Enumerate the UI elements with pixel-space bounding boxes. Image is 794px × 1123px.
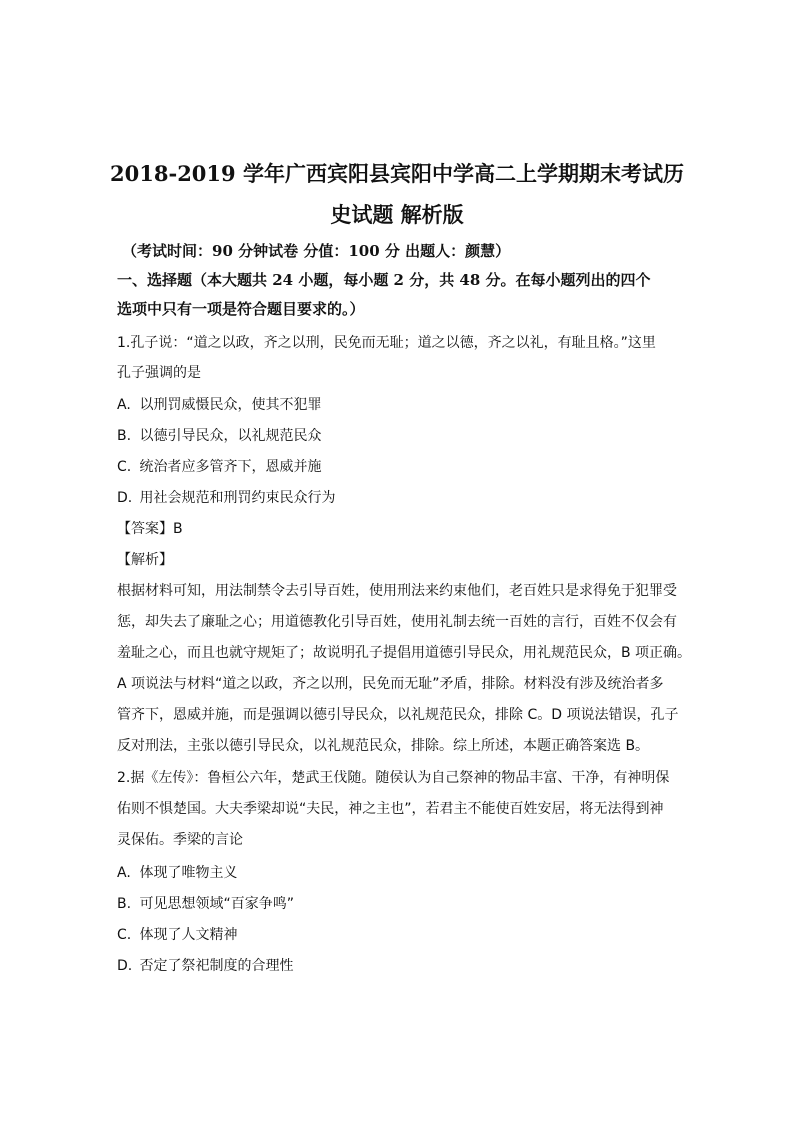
question-2-option-a — [117, 862, 237, 882]
option-letter: D. — [117, 958, 133, 974]
question-2-option-d — [117, 955, 293, 975]
question-1-option-b — [117, 425, 321, 445]
question-2-stem-line2: 佑则不惧楚国。大夫季梁却说“夫民，神之主也”，若君主不能使百姓安居，将无法得到神 — [117, 801, 664, 817]
question-1-analysis-line4: A 项说法与材料“道之以政，齐之以刑，民免而无耻”矛盾，排除。材料没有涉及统治者多 — [117, 676, 664, 692]
option-text: 以刑罚威慑民众，使其不犯罪 — [139, 397, 322, 413]
question-1-analysis-label: 【解析】 — [117, 552, 173, 568]
option-letter: A. — [117, 865, 131, 881]
option-text: 体现了唯物主义 — [139, 865, 238, 881]
question-1-stem-line1: 1.孔子说：“道之以政，齐之以刑，民免而无耻；道之以德，齐之以礼，有耻且格。”这里 — [117, 335, 656, 351]
option-letter: B. — [117, 428, 132, 444]
option-letter: C. — [117, 459, 132, 475]
question-1-analysis-line1: 根据材料可知，用法制禁令去引导百姓，使用刑法来约束他们，老百姓只是求得免于犯罪受 — [117, 583, 677, 599]
question-1-stem-line2: 孔子强调的是 — [117, 365, 201, 381]
question-2-stem-line3: 灵保佑。季梁的言论 — [117, 832, 243, 848]
section-heading-line1: 一、选择题（本大题共 24 小题，每小题 2 分，共 48 分。在每小题列出的四个 — [117, 271, 651, 289]
document-title-line2: 史试题 解析版 — [330, 202, 464, 227]
question-1-analysis-line5: 管齐下，恩威并施，而是强调以德引导民众，以礼规范民众，排除 C。D 项说法错误，孔子 — [117, 707, 679, 723]
question-1-answer: 【答案】B — [117, 521, 183, 537]
option-letter: A. — [117, 397, 131, 413]
question-1-option-a — [117, 394, 321, 414]
question-1-analysis-line6: 反对刑法，主张以德引导民众，以礼规范民众，排除。综上所述，本题正确答案选 B。 — [117, 738, 650, 754]
question-2-stem-line1: 2.据《左传》：鲁桓公六年，楚武王伐随。随侯认为自己祭神的物品丰富、干净，有神明保 — [117, 770, 670, 786]
question-1-option-d — [117, 487, 335, 507]
option-text: 用社会规范和刑罚约束民众行为 — [139, 490, 336, 506]
question-2-option-c — [117, 924, 237, 944]
question-2-option-b — [117, 893, 294, 913]
option-text: 统治者应多管齐下，恩威并施 — [139, 459, 322, 475]
option-text: 可见思想领域“百家争鸣” — [139, 896, 294, 912]
option-letter: B. — [117, 896, 132, 912]
question-1-analysis-line2: 惩，却失去了廉耻之心；用道德教化引导百姓，使用礼制去统一百姓的言行，百姓不仅会有 — [117, 614, 677, 630]
option-letter: C. — [117, 927, 132, 943]
option-text: 以德引导民众，以礼规范民众 — [139, 428, 322, 444]
option-text: 体现了人文精神 — [139, 927, 238, 943]
question-1-option-c — [117, 456, 321, 476]
section-heading-line2: 选项中只有一项是符合题目要求的。） — [117, 300, 365, 318]
document-title-line1: 2018-2019 学年广西宾阳县宾阳中学高二上学期期末考试历 — [110, 161, 684, 186]
option-letter: D. — [117, 490, 133, 506]
option-text: 否定了祭祀制度的合理性 — [139, 958, 294, 974]
exam-info: （考试时间：90 分钟试卷 分值：100 分 出题人：颜慧） — [122, 242, 511, 260]
question-1-analysis-line3: 羞耻之心，而且也就守规矩了；故说明孔子提倡用道德引导民众，用礼规范民众，B 项正确。 — [117, 645, 692, 661]
